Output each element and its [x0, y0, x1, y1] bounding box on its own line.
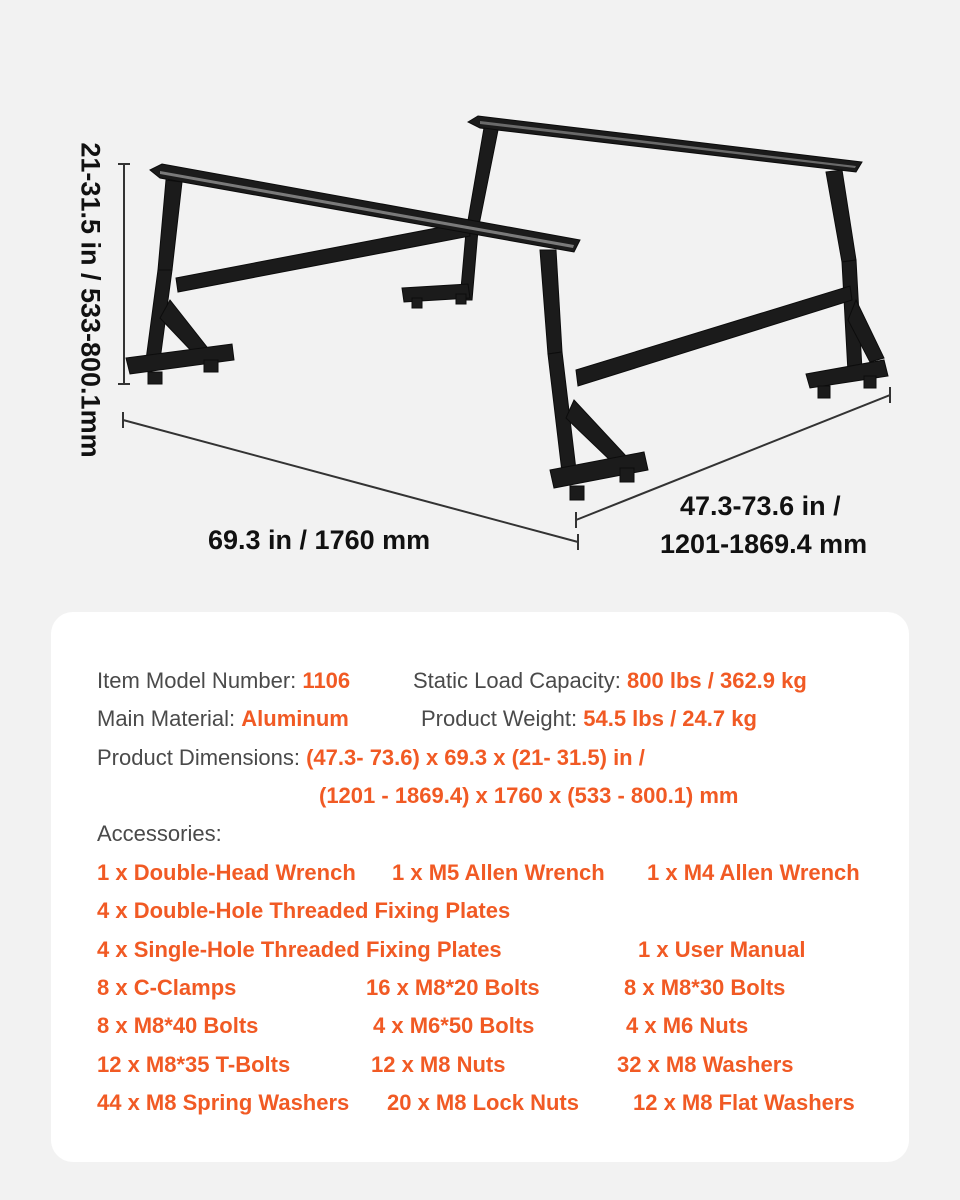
- accessory-item: 12 x M8 Nuts: [371, 1052, 506, 1077]
- accessory-item: 8 x M8*30 Bolts: [624, 975, 786, 1000]
- accessory-item: 4 x M6*50 Bolts: [373, 1013, 535, 1038]
- accessory-item: 4 x M6 Nuts: [626, 1013, 749, 1038]
- material-row: [97, 706, 349, 732]
- specifications-card: [51, 612, 909, 1162]
- weight-label: Product Weight:: [421, 706, 578, 731]
- width-dimension-label-line2: 1201-1869.4 mm: [660, 529, 868, 559]
- product-dimensions-row: [97, 745, 645, 771]
- accessory-item: 44 x M8 Spring Washers: [97, 1090, 350, 1115]
- accessory-item: 1 x User Manual: [638, 937, 806, 962]
- product-dimensions-row-2: [319, 783, 739, 809]
- load-capacity-row: [413, 668, 807, 694]
- product-dimensions-value-line1: (47.3- 73.6) x 69.3 x (21- 31.5) in /: [306, 745, 645, 770]
- weight-value: 54.5 lbs / 24.7 kg: [583, 706, 757, 731]
- accessory-item: 1 x Double-Head Wrench: [97, 860, 356, 885]
- material-label: Main Material:: [97, 706, 236, 731]
- height-dimension-line: [118, 164, 130, 384]
- product-dimensions-label: Product Dimensions:: [97, 745, 300, 770]
- load-capacity-value: 800 lbs / 362.9 kg: [627, 668, 807, 693]
- material-value: Aluminum: [241, 706, 349, 731]
- product-dimensions-value-line2: (1201 - 1869.4) x 1760 x (533 - 800.1) mm: [319, 783, 739, 808]
- load-capacity-label: Static Load Capacity:: [413, 668, 621, 693]
- rack-frame: [126, 116, 888, 500]
- accessories-label: Accessories:: [97, 821, 222, 846]
- length-dimension-label: 69.3 in / 1760 mm: [208, 525, 431, 555]
- model-number-row: [97, 668, 350, 694]
- accessory-item: 4 x Double-Hole Threaded Fixing Plates: [97, 898, 511, 923]
- crossbar-highlight: [160, 171, 574, 248]
- weight-row: [421, 706, 757, 732]
- accessory-item: 20 x M8 Lock Nuts: [387, 1090, 579, 1115]
- accessory-item: 8 x C-Clamps: [97, 975, 237, 1000]
- model-number-label: Item Model Number:: [97, 668, 297, 693]
- accessory-item: 32 x M8 Washers: [617, 1052, 794, 1077]
- crossbar-highlight: [480, 121, 856, 168]
- accessory-item: 12 x M8*35 T-Bolts: [97, 1052, 291, 1077]
- accessory-item: 12 x M8 Flat Washers: [633, 1090, 855, 1115]
- model-number-value: 1106: [302, 668, 351, 693]
- accessories-heading-row: [97, 821, 222, 847]
- width-dimension-label-line1: 47.3-73.6 in /: [680, 491, 841, 521]
- accessory-item: 8 x M8*40 Bolts: [97, 1013, 259, 1038]
- accessory-item: 1 x M4 Allen Wrench: [647, 860, 860, 885]
- accessory-item: 16 x M8*20 Bolts: [366, 975, 540, 1000]
- accessory-item: 4 x Single-Hole Threaded Fixing Plates: [97, 937, 502, 962]
- height-dimension-label: 21-31.5 in / 533-800.1mm: [75, 142, 106, 458]
- accessory-item: 1 x M5 Allen Wrench: [392, 860, 605, 885]
